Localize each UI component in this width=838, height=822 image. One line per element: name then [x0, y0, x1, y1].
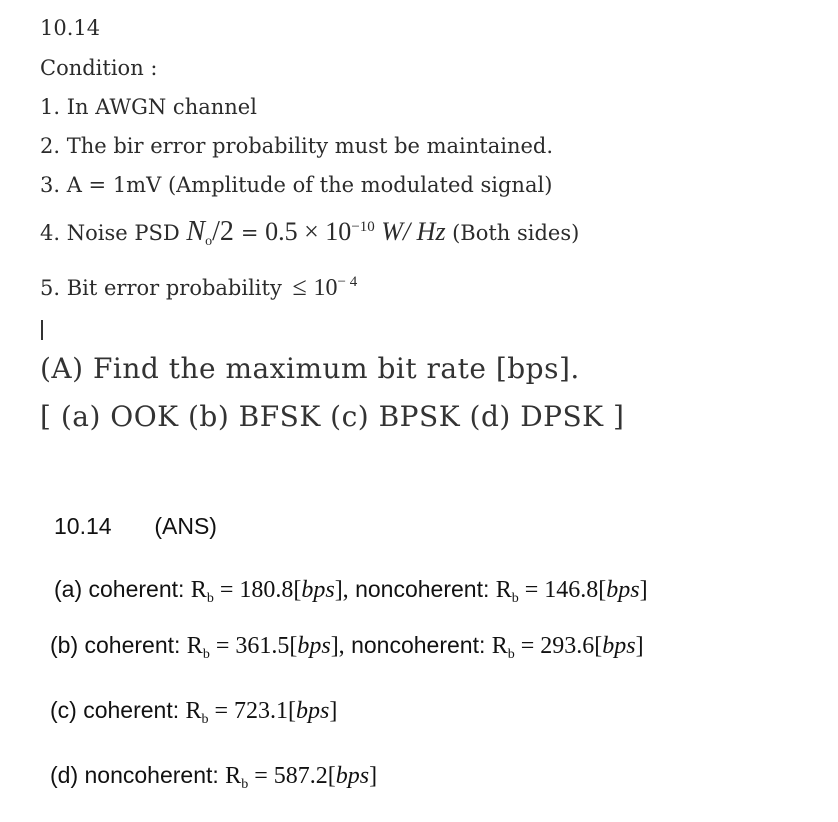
condition-item-5 [40, 272, 357, 302]
noise-exponent: −10 [351, 219, 375, 235]
rb-symbol: R [225, 763, 242, 789]
answer-b-nc-label: noncoherent: [351, 632, 486, 658]
rb-subscript: b [206, 591, 214, 606]
rb-subscript: b [201, 712, 209, 727]
noise-value: 0.5 × 10 [265, 217, 352, 246]
answer-a-nc-value: = 146.8[ [524, 577, 607, 603]
answer-c-coh-value: = 723.1[ [214, 698, 297, 724]
answer-b-nc-value: = 293.6[ [520, 633, 603, 659]
answer-c-unit: bps [296, 698, 330, 724]
condition-item-3: 3. A = 1mV (Amplitude of the modulated signal) [40, 173, 553, 197]
answer-a-nc-unit: bps [606, 577, 640, 603]
condition-label: Condition : [40, 56, 158, 80]
rb-subscript: b [202, 647, 210, 662]
noise-over-two: /2 [212, 216, 234, 247]
item4-equals: = [240, 221, 259, 245]
answer-number: 10.14 [54, 513, 112, 539]
answer-d-unit: bps [335, 763, 370, 789]
rb-symbol: R [491, 633, 508, 659]
answer-b-label: (b) coherent: [50, 632, 181, 658]
answer-c-close: ] [329, 698, 338, 724]
answer-c [50, 697, 337, 725]
rb-symbol: R [186, 633, 203, 659]
ber-exponent: − 4 [337, 274, 358, 290]
text-cursor [41, 320, 43, 340]
question-text: (A) Find the maximum bit rate [bps]. [40, 352, 580, 385]
answer-b-coh-value: = 361.5[ [215, 633, 298, 659]
answer-a-close: ], [334, 577, 349, 603]
rb-subscript: b [511, 591, 519, 606]
answer-d-close: ] [369, 763, 378, 789]
rb-subscript: b [507, 647, 515, 662]
answer-heading [54, 513, 217, 540]
rb-symbol: R [185, 698, 202, 724]
options-text: [ (a) OOK (b) BFSK (c) BPSK (d) DPSK ] [40, 400, 625, 433]
answer-b-nc-close: ] [635, 633, 644, 659]
answer-a [54, 576, 648, 604]
item4-prefix: 4. Noise PSD [40, 221, 180, 245]
rb-symbol: R [190, 577, 207, 603]
condition-item-4 [40, 216, 579, 248]
item5-prefix: 5. Bit error probability [40, 276, 282, 300]
condition-item-2: 2. The bir error probability must be maintained. [40, 134, 554, 158]
rb-subscript: b [241, 777, 249, 792]
rb-symbol: R [495, 577, 512, 603]
answer-label: (ANS) [154, 513, 217, 539]
noise-symbol: N [186, 216, 206, 247]
answer-a-coh-value: = 180.8[ [219, 577, 302, 603]
answer-d-label: (d) noncoherent: [50, 762, 219, 788]
answer-b-nc-unit: bps [602, 633, 636, 659]
answer-a-label: (a) coherent: [54, 576, 185, 602]
problem-number: 10.14 [40, 16, 101, 40]
answer-d-nc-value: = 587.2[ [254, 763, 336, 789]
noise-unit: W/ Hz [381, 217, 446, 246]
ber-base: 10 [313, 275, 338, 301]
noise-subscript: o [205, 234, 213, 249]
condition-item-1: 1. In AWGN channel [40, 95, 257, 119]
answer-c-label: (c) coherent: [50, 697, 180, 723]
answer-d [50, 762, 377, 790]
answer-a-nc-close: ] [639, 577, 648, 603]
le-symbol: ≤ [292, 272, 307, 301]
answer-b-close: ], [330, 633, 345, 659]
answer-b-unit: bps [297, 633, 331, 659]
answer-a-nc-label: noncoherent: [355, 576, 490, 602]
item4-suffix: (Both sides) [452, 221, 580, 245]
answer-b [50, 632, 644, 660]
answer-a-unit: bps [301, 577, 335, 603]
